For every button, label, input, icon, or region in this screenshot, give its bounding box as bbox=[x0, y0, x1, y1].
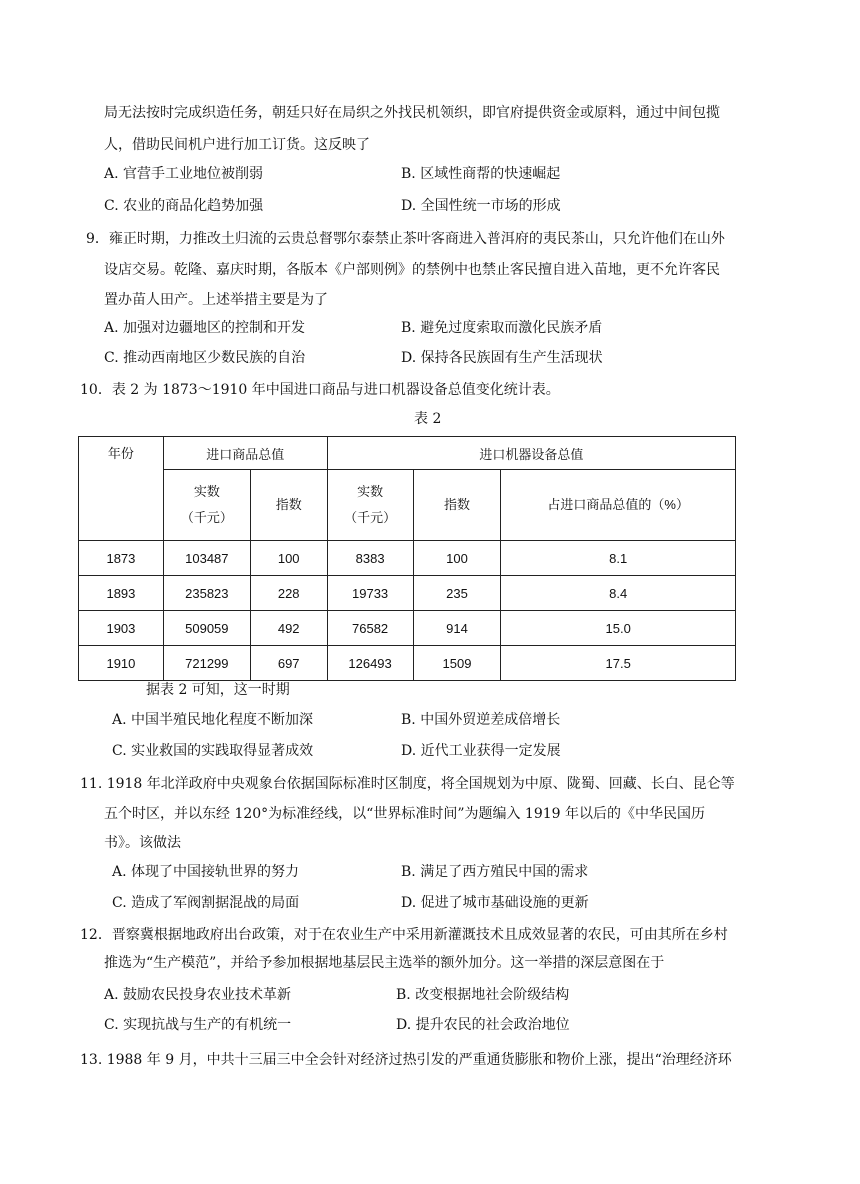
cell-machine-index: 100 bbox=[413, 541, 501, 576]
q9-option-a: A. 加强对边疆地区的控制和开发 bbox=[104, 320, 306, 336]
q10-stem: 据表 2 可知，这一时期 bbox=[146, 682, 290, 698]
q12-option-d: D. 提升农民的社会政治地位 bbox=[396, 1017, 570, 1033]
cell-goods: 721299 bbox=[163, 646, 250, 681]
cell-share: 8.4 bbox=[501, 576, 736, 611]
machine-share-header: 占进口商品总值的（%） bbox=[501, 470, 736, 541]
q8-option-d: D. 全国性统一市场的形成 bbox=[401, 198, 561, 214]
table-row bbox=[79, 611, 736, 646]
cell-goods-index: 228 bbox=[250, 576, 327, 611]
q8-option-c: C. 农业的商品化趋势加强 bbox=[104, 198, 264, 214]
q11-line2: 五个时区，并以东经 120°为标准经线，以“世界标准时间”为题编入 1919 年以后的《中华民国历 bbox=[104, 806, 706, 822]
cell-goods: 509059 bbox=[163, 611, 250, 646]
q10-option-b: B. 中国外贸逆差成倍增长 bbox=[401, 712, 561, 728]
q11-option-c: C. 造成了军阀割据混战的局面 bbox=[112, 895, 300, 911]
cell-year: 1903 bbox=[79, 611, 164, 646]
cell-machine-index: 235 bbox=[413, 576, 501, 611]
cell-goods: 103487 bbox=[163, 541, 250, 576]
q10-option-c: C. 实业救国的实践取得显著成效 bbox=[112, 743, 314, 759]
q8-option-a: A. 官营手工业地位被削弱 bbox=[104, 166, 264, 182]
q12-option-a: A. 鼓励农民投身农业技术革新 bbox=[104, 987, 292, 1003]
goods-actual-header: 实数 （千元） bbox=[163, 470, 250, 541]
q8-line2: 人，借助民间机户进行加工订货。这反映了 bbox=[104, 137, 370, 153]
q12-option-b: B. 改变根据地社会阶级结构 bbox=[396, 987, 570, 1003]
cell-goods-index: 492 bbox=[250, 611, 327, 646]
q10-option-d: D. 近代工业获得一定发展 bbox=[401, 743, 561, 759]
q12-line2: 推选为“生产模范”，并给予参加根据地基层民主选举的额外加分。这一举措的深层意图在于 bbox=[104, 955, 665, 971]
q11-option-d: D. 促进了城市基础设施的更新 bbox=[401, 895, 589, 911]
q11-option-a: A. 体现了中国接轨世界的努力 bbox=[112, 864, 300, 880]
machine-index-header: 指数 bbox=[413, 470, 501, 541]
cell-machine-index: 1509 bbox=[413, 646, 501, 681]
q8-line1: 局无法按时完成织造任务，朝廷只好在局织之外找民机领织，即官府提供资金或原料，通过中间包揽 bbox=[104, 105, 720, 121]
q9-option-d: D. 保持各民族固有生产生活现状 bbox=[401, 350, 603, 366]
cell-goods-index: 100 bbox=[250, 541, 327, 576]
cell-machine: 19733 bbox=[327, 576, 413, 611]
cell-year: 1910 bbox=[79, 646, 164, 681]
cell-machine-index: 914 bbox=[413, 611, 501, 646]
cell-year: 1893 bbox=[79, 576, 164, 611]
q10-option-a: A. 中国半殖民地化程度不断加深 bbox=[112, 712, 314, 728]
q11-line1: 11. 1918 年北洋政府中央观象台依据国际标准时区制度，将全国规划为中原、陇蜀、回藏、长白、昆仑等 bbox=[80, 776, 735, 792]
cell-share: 17.5 bbox=[501, 646, 736, 681]
cell-goods: 235823 bbox=[163, 576, 250, 611]
cell-machine: 126493 bbox=[327, 646, 413, 681]
col-machine-header: 进口机器设备总值 bbox=[327, 437, 735, 470]
machine-actual-header: 实数 （千元） bbox=[327, 470, 413, 541]
q9-option-b: B. 避免过度索取而激化民族矛盾 bbox=[401, 320, 603, 336]
q8-option-b: B. 区域性商帮的快速崛起 bbox=[401, 166, 561, 182]
q11-line3: 书》。该做法 bbox=[104, 835, 181, 851]
q9-line3: 置办苗人田产。上述举措主要是为了 bbox=[104, 292, 328, 308]
table-title: 表 2 bbox=[414, 411, 442, 427]
q13-line1: 13. 1988 年 9 月，中共十三届三中全会针对经济过热引发的严重通货膨胀和物价上涨，提出“治理经济环 bbox=[80, 1052, 732, 1068]
table-row bbox=[79, 646, 736, 681]
cell-year: 1873 bbox=[79, 541, 164, 576]
cell-goods-index: 697 bbox=[250, 646, 327, 681]
goods-index-header: 指数 bbox=[250, 470, 327, 541]
cell-machine: 8383 bbox=[327, 541, 413, 576]
col-goods-header: 进口商品总值 bbox=[163, 437, 327, 470]
q12-option-c: C. 实现抗战与生产的有机统一 bbox=[104, 1017, 292, 1033]
q9-line1: 9．雍正时期，力推改土归流的云贵总督鄂尔泰禁止茶叶客商进入普洱府的夷民茶山，只允许他们在山外 bbox=[86, 231, 725, 247]
q10-line1: 10．表 2 为 1873～1910 年中国进口商品与进口机器设备总值变化统计表。 bbox=[80, 382, 560, 398]
q12-line1: 12．晋察冀根据地政府出台政策，对于在农业生产中采用新灌溉技术且成效显著的农民，可由其所在乡村 bbox=[80, 927, 728, 943]
table-row bbox=[79, 576, 736, 611]
table-row bbox=[79, 541, 736, 576]
cell-machine: 76582 bbox=[327, 611, 413, 646]
col-year-header: 年份 bbox=[79, 437, 164, 541]
cell-share: 15.0 bbox=[501, 611, 736, 646]
q11-option-b: B. 满足了西方殖民中国的需求 bbox=[401, 864, 589, 880]
q9-option-c: C. 推动西南地区少数民族的自治 bbox=[104, 350, 306, 366]
q9-line2: 设店交易。乾隆、嘉庆时期，各版本《户部则例》的禁例中也禁止客民擅自进入苗地，更不允许客民 bbox=[104, 262, 720, 278]
cell-share: 8.1 bbox=[501, 541, 736, 576]
import-table bbox=[78, 436, 736, 681]
